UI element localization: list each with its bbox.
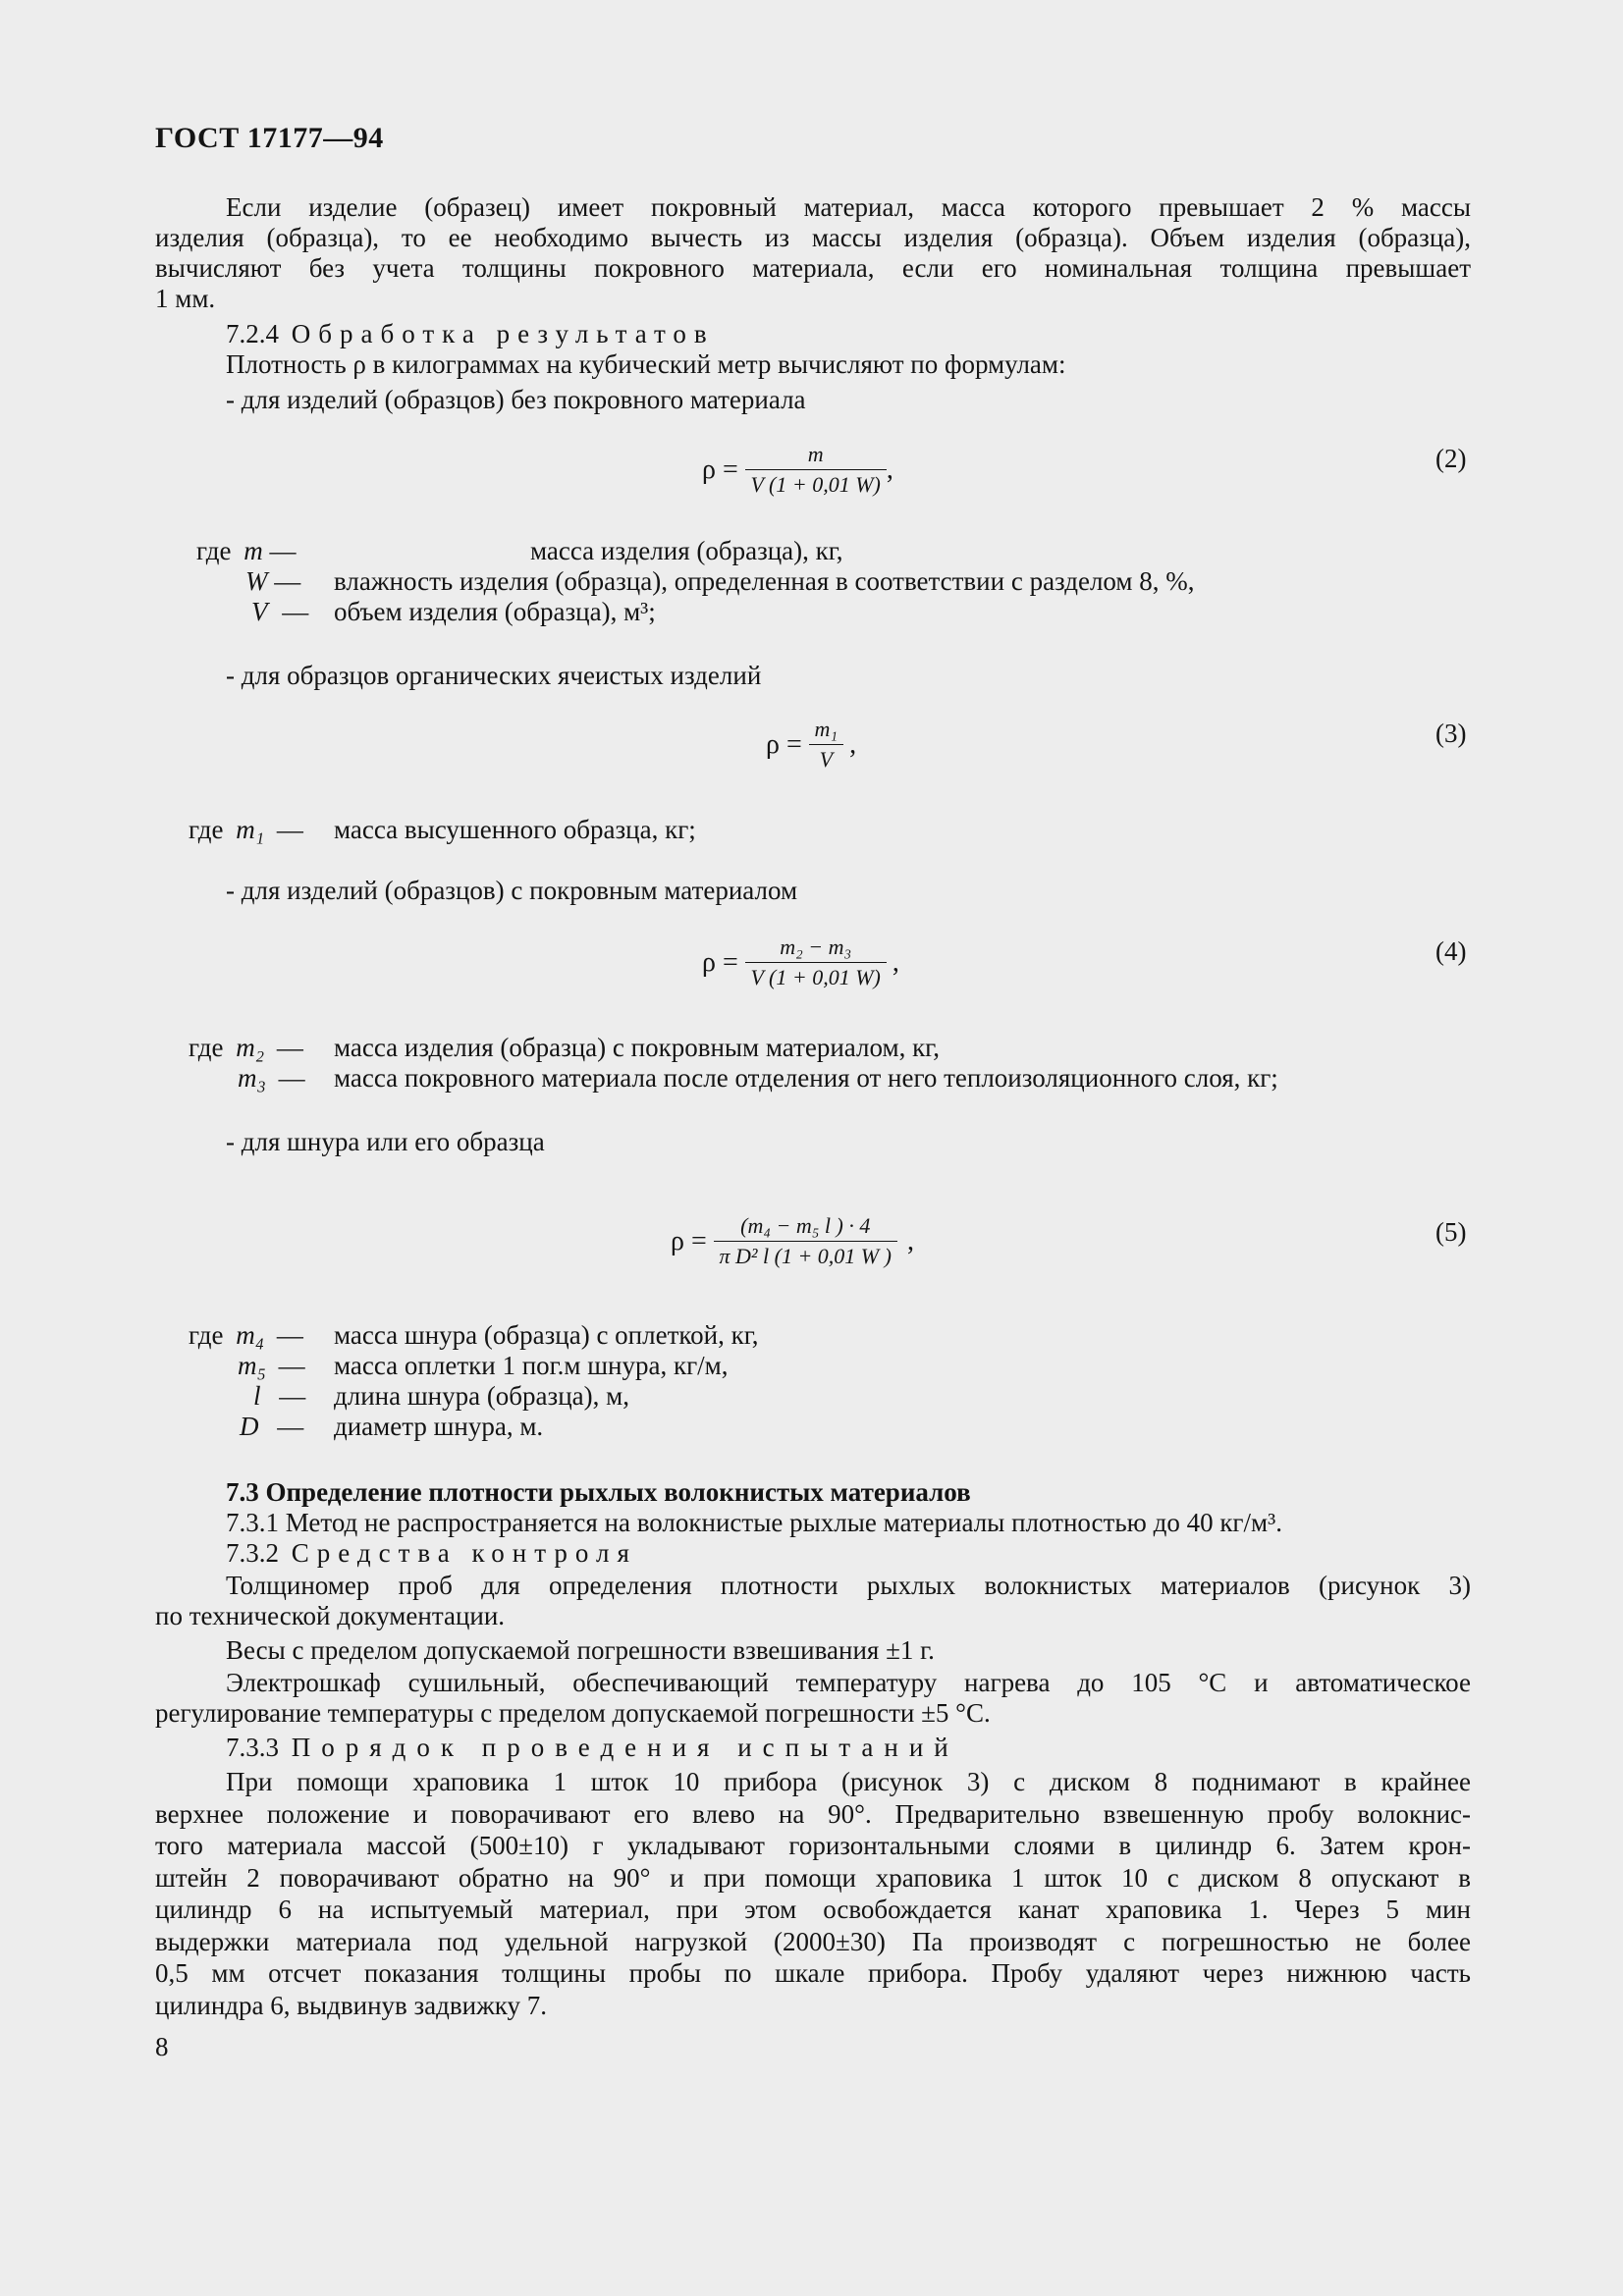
text-line: цилиндр 6 на испытуемый материал, при этом освобождается канат храповика 1. Через 5 мин <box>155 1895 1471 1924</box>
formula-3 <box>766 715 856 774</box>
paragraph-procedure <box>155 1766 1471 2021</box>
description: масса высушенного образца, кг; <box>334 815 696 844</box>
variable: m₄ <box>236 1320 265 1350</box>
case-without-coating: - для изделий (образцов) без покровного материала <box>226 385 806 414</box>
dash: — <box>276 1033 303 1062</box>
description: масса оплетки 1 пог.м шнура, кг/м, <box>334 1351 729 1380</box>
text-line: Толщиномер проб для определения плотности рыхлых волокнистых материалов (рисунок 3) <box>226 1571 1471 1600</box>
dash: — <box>279 1381 306 1411</box>
text-line: выдержки материала под удельной нагрузкой (2000±30) Па производят с погрешностью не более <box>155 1926 1471 1956</box>
section-7-3-2-heading <box>226 1538 637 1569</box>
where-item <box>189 1320 759 1351</box>
dash: — <box>278 1351 305 1380</box>
paragraph-thickness-gauge <box>155 1571 1471 1631</box>
section-title: Порядок проведения испытаний <box>291 1733 959 1762</box>
dash: — <box>269 536 297 565</box>
formula-2 <box>702 440 893 500</box>
fraction <box>809 715 844 774</box>
description: объем изделия (образца), м³; <box>334 597 656 626</box>
text-line: по технической документации. <box>155 1601 506 1630</box>
equation-number: (2) <box>1435 444 1467 473</box>
where-item <box>196 536 843 566</box>
text-line: изделия (образца), то ее необходимо вычесть из массы изделия (образца). Объем изделия (образца), <box>155 223 1471 252</box>
section-7-3-1: 7.3.1 Метод не распространяется на волокнистые рыхлые материалы плотностью до 40 кг/м³. <box>226 1508 1282 1537</box>
dash: — <box>282 597 309 626</box>
section-title: Обработка результатов <box>291 319 715 348</box>
case-cord: - для шнура или его образца <box>226 1127 545 1156</box>
description: масса покровного материала после отделения от него теплоизоляционного слоя, кг; <box>334 1063 1278 1093</box>
equation-number: (3) <box>1435 719 1467 748</box>
formula-tail: , <box>892 946 899 978</box>
where-item <box>189 1033 940 1063</box>
formula-lhs: ρ = <box>671 1225 707 1256</box>
where-item <box>245 566 1195 597</box>
text-line: того материала массой (500±10) г укладывают горизонтальными слоями в цилиндр 6. Затем крон- <box>155 1831 1471 1860</box>
numerator: m₁ <box>809 715 844 745</box>
section-7-3-heading: 7.3 Определение плотности рыхлых волокнистых материалов <box>226 1477 971 1507</box>
where-prefix: где <box>196 536 232 565</box>
variable: D <box>240 1412 259 1441</box>
section-7-3-3-heading <box>226 1733 959 1763</box>
page-number: 8 <box>155 2032 169 2061</box>
where-item <box>238 1063 1278 1094</box>
dash: — <box>274 566 301 596</box>
dash: — <box>276 1320 303 1350</box>
text-line: 0,5 мм отсчет показания толщины пробы по шкале прибора. Пробу удаляют через нижнюю часть <box>155 1958 1471 1988</box>
text-line: При помощи храповика 1 шток 10 прибора (рисунок 3) с диском 8 поднимают в крайнее <box>226 1767 1471 1796</box>
where-prefix: где <box>189 815 224 844</box>
denominator: π D² l (1 + 0,01 W ) <box>719 1244 892 1268</box>
description: диаметр шнура, м. <box>334 1412 544 1441</box>
text-line: вычисляют без учета толщины покровного материала, если его номинальная толщина превышает <box>155 253 1471 283</box>
denominator: V (1 + 0,01 W) <box>750 472 881 497</box>
fraction <box>745 933 887 992</box>
description: масса изделия (образца) с покровным материалом, кг, <box>334 1033 940 1062</box>
text-line: верхнее положение и поворачивают его влево на 90°. Предварительно взвешенную пробу волокнис- <box>155 1798 1471 1829</box>
variable: l <box>253 1381 261 1411</box>
where-prefix: где <box>189 1320 224 1350</box>
formula-tail: , <box>849 728 857 760</box>
where-item <box>189 815 696 845</box>
section-title: Средства контроля <box>291 1538 637 1568</box>
formula-lhs: ρ = <box>702 454 738 485</box>
text-line: регулирование температуры с пределом допускаемой погрешности ±5 °С. <box>155 1698 991 1728</box>
denominator: V <box>819 747 834 772</box>
text-line: Электрошкаф сушильный, обеспечивающий температуру нагрева до 105 °С и автоматическое <box>226 1668 1471 1697</box>
formula-tail: , <box>906 1225 914 1256</box>
variable: m₃ <box>238 1063 266 1093</box>
section-7-2-4-heading <box>226 319 715 349</box>
text-line: цилиндра 6, выдвинув задвижку 7. <box>155 1990 547 2020</box>
section-number: 7.3.3 <box>226 1733 279 1762</box>
variable: m <box>243 536 263 565</box>
variable: m₂ <box>236 1033 265 1062</box>
numerator: m₂ − m₃ <box>745 933 887 963</box>
density-intro: Плотность ρ в килограммах на кубический метр вычисляют по формулам: <box>226 349 1066 379</box>
paragraph-coating-material <box>155 192 1471 314</box>
formula-lhs: ρ = <box>766 728 802 760</box>
denominator: V (1 + 0,01 W) <box>750 965 881 989</box>
description: масса изделия (образца), кг, <box>530 536 843 565</box>
equation-number: (5) <box>1435 1217 1467 1247</box>
where-item <box>240 1412 544 1442</box>
description: масса шнура (образца) с оплеткой, кг, <box>334 1320 759 1350</box>
formula-5 <box>671 1211 914 1271</box>
text-line: Если изделие (образец) имеет покровный материал, масса которого превышает 2 % массы <box>226 192 1471 222</box>
equation-number: (4) <box>1435 936 1467 966</box>
paragraph-scales: Весы с пределом допускаемой погрешности взвешивания ±1 г. <box>226 1635 935 1665</box>
variable: V <box>251 597 268 626</box>
where-item <box>238 1351 729 1381</box>
section-number: 7.2.4 <box>226 319 279 348</box>
case-with-coating: - для изделий (образцов) с покровным материалом <box>226 876 798 905</box>
variable: m₅ <box>238 1351 266 1380</box>
where-item <box>251 597 656 627</box>
dash: — <box>276 815 303 844</box>
fraction <box>714 1211 897 1271</box>
formula-lhs: ρ = <box>702 946 738 978</box>
fraction <box>745 440 887 500</box>
formula-tail: , <box>886 454 893 485</box>
numerator: (m₄ − m₅ l ) · 4 <box>714 1211 897 1242</box>
case-cellular-products: - для образцов органических ячеистых изделий <box>226 661 762 690</box>
variable: m₁ <box>236 815 265 844</box>
formula-4 <box>702 933 899 992</box>
section-number: 7.3.2 <box>226 1538 279 1568</box>
dash: — <box>278 1063 305 1093</box>
numerator: m <box>745 440 887 470</box>
text-line: 1 мм. <box>155 284 216 313</box>
dash: — <box>277 1412 304 1441</box>
where-item <box>253 1381 629 1412</box>
paragraph-drying-cabinet <box>155 1668 1471 1729</box>
where-prefix: где <box>189 1033 224 1062</box>
description: влажность изделия (образца), определенная в соответствии с разделом 8, %, <box>334 566 1195 596</box>
variable: W <box>245 566 268 596</box>
text-line: штейн 2 поворачивают обратно на 90° и при помощи храповика 1 шток 10 с диском 8 опускают в <box>155 1862 1471 1893</box>
document-header: ГОСТ 17177—94 <box>155 122 384 154</box>
description: длина шнура (образца), м, <box>334 1381 629 1411</box>
